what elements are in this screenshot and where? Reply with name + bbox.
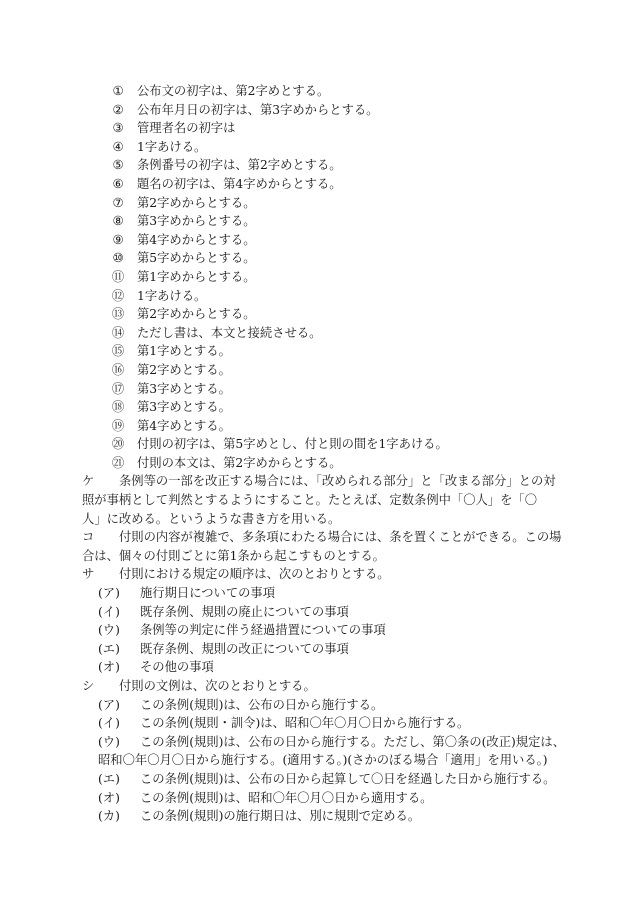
item-text: 既存条例、規則の廃止についての事項 [140,604,349,619]
list-item [98,714,590,733]
list-item [103,454,590,473]
item-text: 第2字めからとする。 [137,307,256,322]
item-text: 第3字めとする。 [137,400,231,415]
list-item [98,807,590,826]
item-number: ⑳ [111,437,125,452]
item-mark: (イ) [98,716,120,731]
section-ko [82,528,590,565]
item-number: ⑧ [112,214,124,229]
section-heading: 付則における規定の順序は、次のとおりとする。 [119,567,390,582]
list-item [103,398,590,417]
item-number: ⑪ [111,269,125,284]
item-text: 1字あける。 [137,288,207,303]
item-number: ⑯ [111,362,125,377]
section-line: 合は、個々の付則ごとに第1条から起こすものとする。 [82,548,385,563]
item-number: ⑫ [111,288,125,303]
item-mark: (ア) [98,586,120,601]
item-mark: (オ) [98,790,120,805]
list-item [98,658,590,677]
list-item [103,380,590,399]
list-item [103,138,590,157]
item-text: 第4字めとする。 [137,418,231,433]
item-text: この条例(規則)は、公布の日から起算して〇日を経過した日から施行する。 [140,771,556,786]
section-mark: サ [82,567,95,582]
list-item [103,435,590,454]
item-number: ① [112,84,124,98]
item-number: ⑭ [111,325,125,340]
section-shi [82,677,590,696]
section-ke [82,472,590,528]
item-number: ⑬ [111,307,125,322]
item-text: ただし書は、本文と接続させる。 [137,325,322,340]
item-number: ② [112,102,124,117]
item-mark: (ウ) [98,623,120,638]
item-number: ③ [112,121,124,136]
item-text: 昭和〇年〇月〇日から施行する。(適用する。)(さかのぼる場合「適用」を用いる。) [98,753,548,768]
list-item [103,156,590,175]
item-text: この条例(規則)の施行期日は、別に規則で定める。 [140,809,421,824]
list-item [103,249,590,268]
numbered-list [103,82,590,472]
item-mark: (エ) [98,771,120,786]
item-text: 第4字めからとする。 [137,232,256,247]
section-line: 照が事柄として判然とするようにすること。たとえば、定数条例中「〇人」を「〇 [82,493,537,508]
item-number: ④ [112,139,124,154]
item-text: 既存条例、規則の改正についての事項 [140,641,349,656]
item-number: ⑥ [112,176,124,191]
section-mark: シ [82,679,95,693]
item-text: 題名の初字は、第4字めからとする。 [137,176,342,191]
item-text: 条例番号の初字は、第2字めとする。 [137,158,342,173]
list-item [103,231,590,250]
section-sa [82,565,590,584]
item-text: 管理者名の初字は [137,121,236,136]
section-line: 人」に改める。というような書き方を用いる。 [82,511,341,526]
item-text: この条例(規則)は、公布の日から施行する。 [140,697,384,712]
list-item [103,101,590,120]
item-number: ㉑ [111,455,125,470]
item-mark: (ア) [98,697,120,712]
item-text: 条例等の判定に伴う経過措置についての事項 [140,623,386,638]
list-item [103,305,590,324]
list-item [103,194,590,213]
item-mark: (エ) [98,641,120,656]
item-text: この条例(規則)は、昭和〇年〇月〇日から適用する。 [140,790,433,805]
item-text: 施行期日についての事項 [140,586,276,601]
item-text: 付則の初字は、第5字めとし、付と則の間を1字あける。 [137,437,448,452]
item-number: ⑤ [112,158,124,173]
list-item [103,287,590,306]
item-text: この条例(規則)は、公布の日から施行する。ただし、第〇条の(改正)規定は、 [140,734,565,749]
section-mark: コ [82,530,95,545]
item-mark: (カ) [98,809,120,824]
list-item [98,584,590,603]
item-text: 付則の本文は、第2字めからとする。 [137,455,342,470]
list-item [98,640,590,659]
section-mark: ケ [82,474,95,489]
item-mark: (イ) [98,604,120,619]
section-line: 条例等の一部を改正する場合には、「改められる部分」と「改まる部分」との対 [119,474,556,489]
item-text: この条例(規則・訓令)は、昭和〇年〇月〇日から施行する。 [140,716,470,731]
item-text: 第1字めとする。 [137,344,231,359]
item-number: ⑮ [111,344,125,359]
item-text: 第3字めからとする。 [137,214,256,229]
list-item [98,696,590,715]
item-number: ⑨ [112,232,124,247]
list-item [103,417,590,436]
item-text: 第3字めとする。 [137,381,231,396]
list-item [103,175,590,194]
section-heading: 付則の文例は、次のとおりとする。 [119,679,316,693]
list-item [98,733,590,770]
item-text: 第2字めとする。 [137,362,231,377]
item-number: ⑰ [111,381,125,396]
item-text: 第1字めからとする。 [137,269,256,284]
item-text: その他の事項 [140,660,214,675]
list-item [98,603,590,622]
list-item [103,119,590,138]
item-text: 公布文の初字は、第2字めとする。 [137,84,330,98]
item-text: 公布年月日の初字は、第3字めからとする。 [137,102,379,117]
list-item [98,621,590,640]
list-item [103,324,590,343]
item-number: ⑩ [112,251,124,266]
item-mark: (ウ) [98,734,120,749]
list-item [98,789,590,808]
list-item [103,342,590,361]
item-mark: (オ) [98,660,120,675]
item-text: 1字あける。 [137,139,207,154]
list-item [98,770,590,789]
item-number: ⑦ [112,195,124,210]
list-item [103,212,590,231]
item-number: ⑲ [111,418,125,433]
list-item [103,361,590,380]
section-line: 付則の内容が複雑で、多条項にわたる場合には、条を置くことができる。この場 [119,530,562,545]
item-text: 第5字めからとする。 [137,251,256,266]
item-number: ⑱ [111,400,125,415]
item-text: 第2字めからとする。 [137,195,256,210]
list-item [103,268,590,287]
list-item [103,82,590,101]
